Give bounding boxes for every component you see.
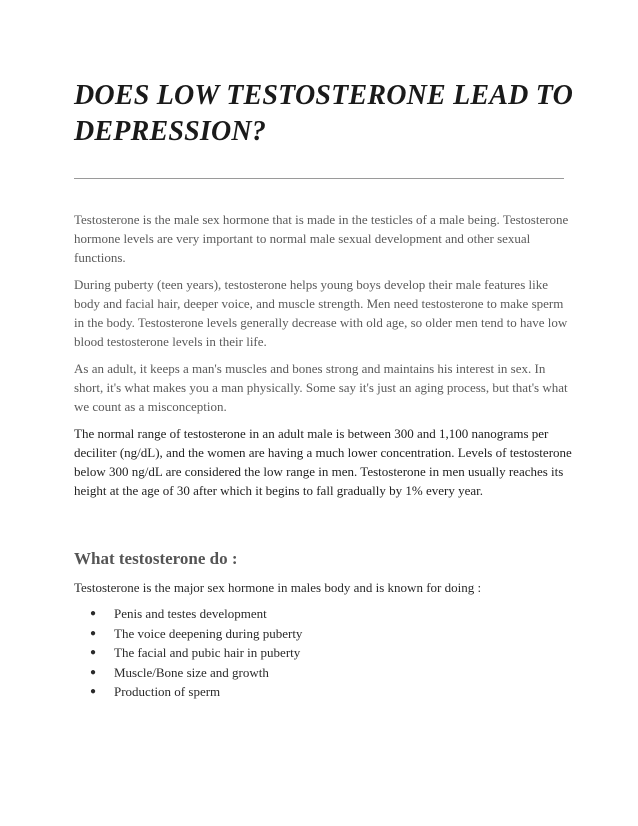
section-heading: What testosterone do : <box>74 549 238 568</box>
paragraph-3: As an adult, it keeps a man's muscles and bones strong and maintains his interest in sex. In short, it's what makes you a man physically. Some say it's just an aging process, but that's what we count as a misconception. <box>74 361 568 414</box>
bullet-list <box>90 604 302 702</box>
list-item <box>90 604 302 624</box>
list-item-text: Muscle/Bone size and growth <box>114 664 269 680</box>
paragraph-4: The normal range of testosterone in an adult male is between 300 and 1,100 nanograms per deciliter (ng/dL), and the women are having a much lower concentration. Levels of testosterone below 300 ng/dL are considered the low range in men. Testosterone in men usually reaches its height at the age of 30 after which it begins to fall gradually by 1% every year. <box>74 426 572 498</box>
horizontal-divider <box>74 178 564 179</box>
list-item <box>90 643 302 663</box>
section-intro: Testosterone is the major sex hormone in males body and is known for doing : <box>74 580 482 595</box>
list-item-text: Production of sperm <box>114 684 221 699</box>
bullet-icon: ● <box>90 627 97 639</box>
list-item-text: The facial and pubic hair in puberty <box>114 645 301 660</box>
list-item-text: The voice deepening during puberty <box>114 625 303 641</box>
bullet-icon: ● <box>90 647 97 658</box>
body-text <box>74 210 574 508</box>
page-title: DOES LOW TESTOSTERONE LEAD TO DEPRESSION? <box>74 80 574 147</box>
paragraph-2: During puberty (teen years), testosterone helps young boys develop their male features like body and facial hair, deeper voice, and muscle strength. Men need testosterone to make sperm in the body. Testosterone levels generally decrease with old age, so older men tend to have low blood testosterone levels in their life. <box>74 277 568 349</box>
list-item <box>90 682 302 702</box>
bullet-icon: ● <box>90 686 97 697</box>
bullet-icon: ● <box>90 608 97 619</box>
list-item <box>90 663 302 683</box>
bullet-icon: ● <box>90 666 97 678</box>
paragraph-1: Testosterone is the male sex hormone that is made in the testicles of a male being. Testosterone hormone levels are very important to normal male sexual development and other sexual functions. <box>74 212 569 265</box>
list-item <box>90 624 302 644</box>
list-item-text: Penis and testes development <box>114 606 267 621</box>
